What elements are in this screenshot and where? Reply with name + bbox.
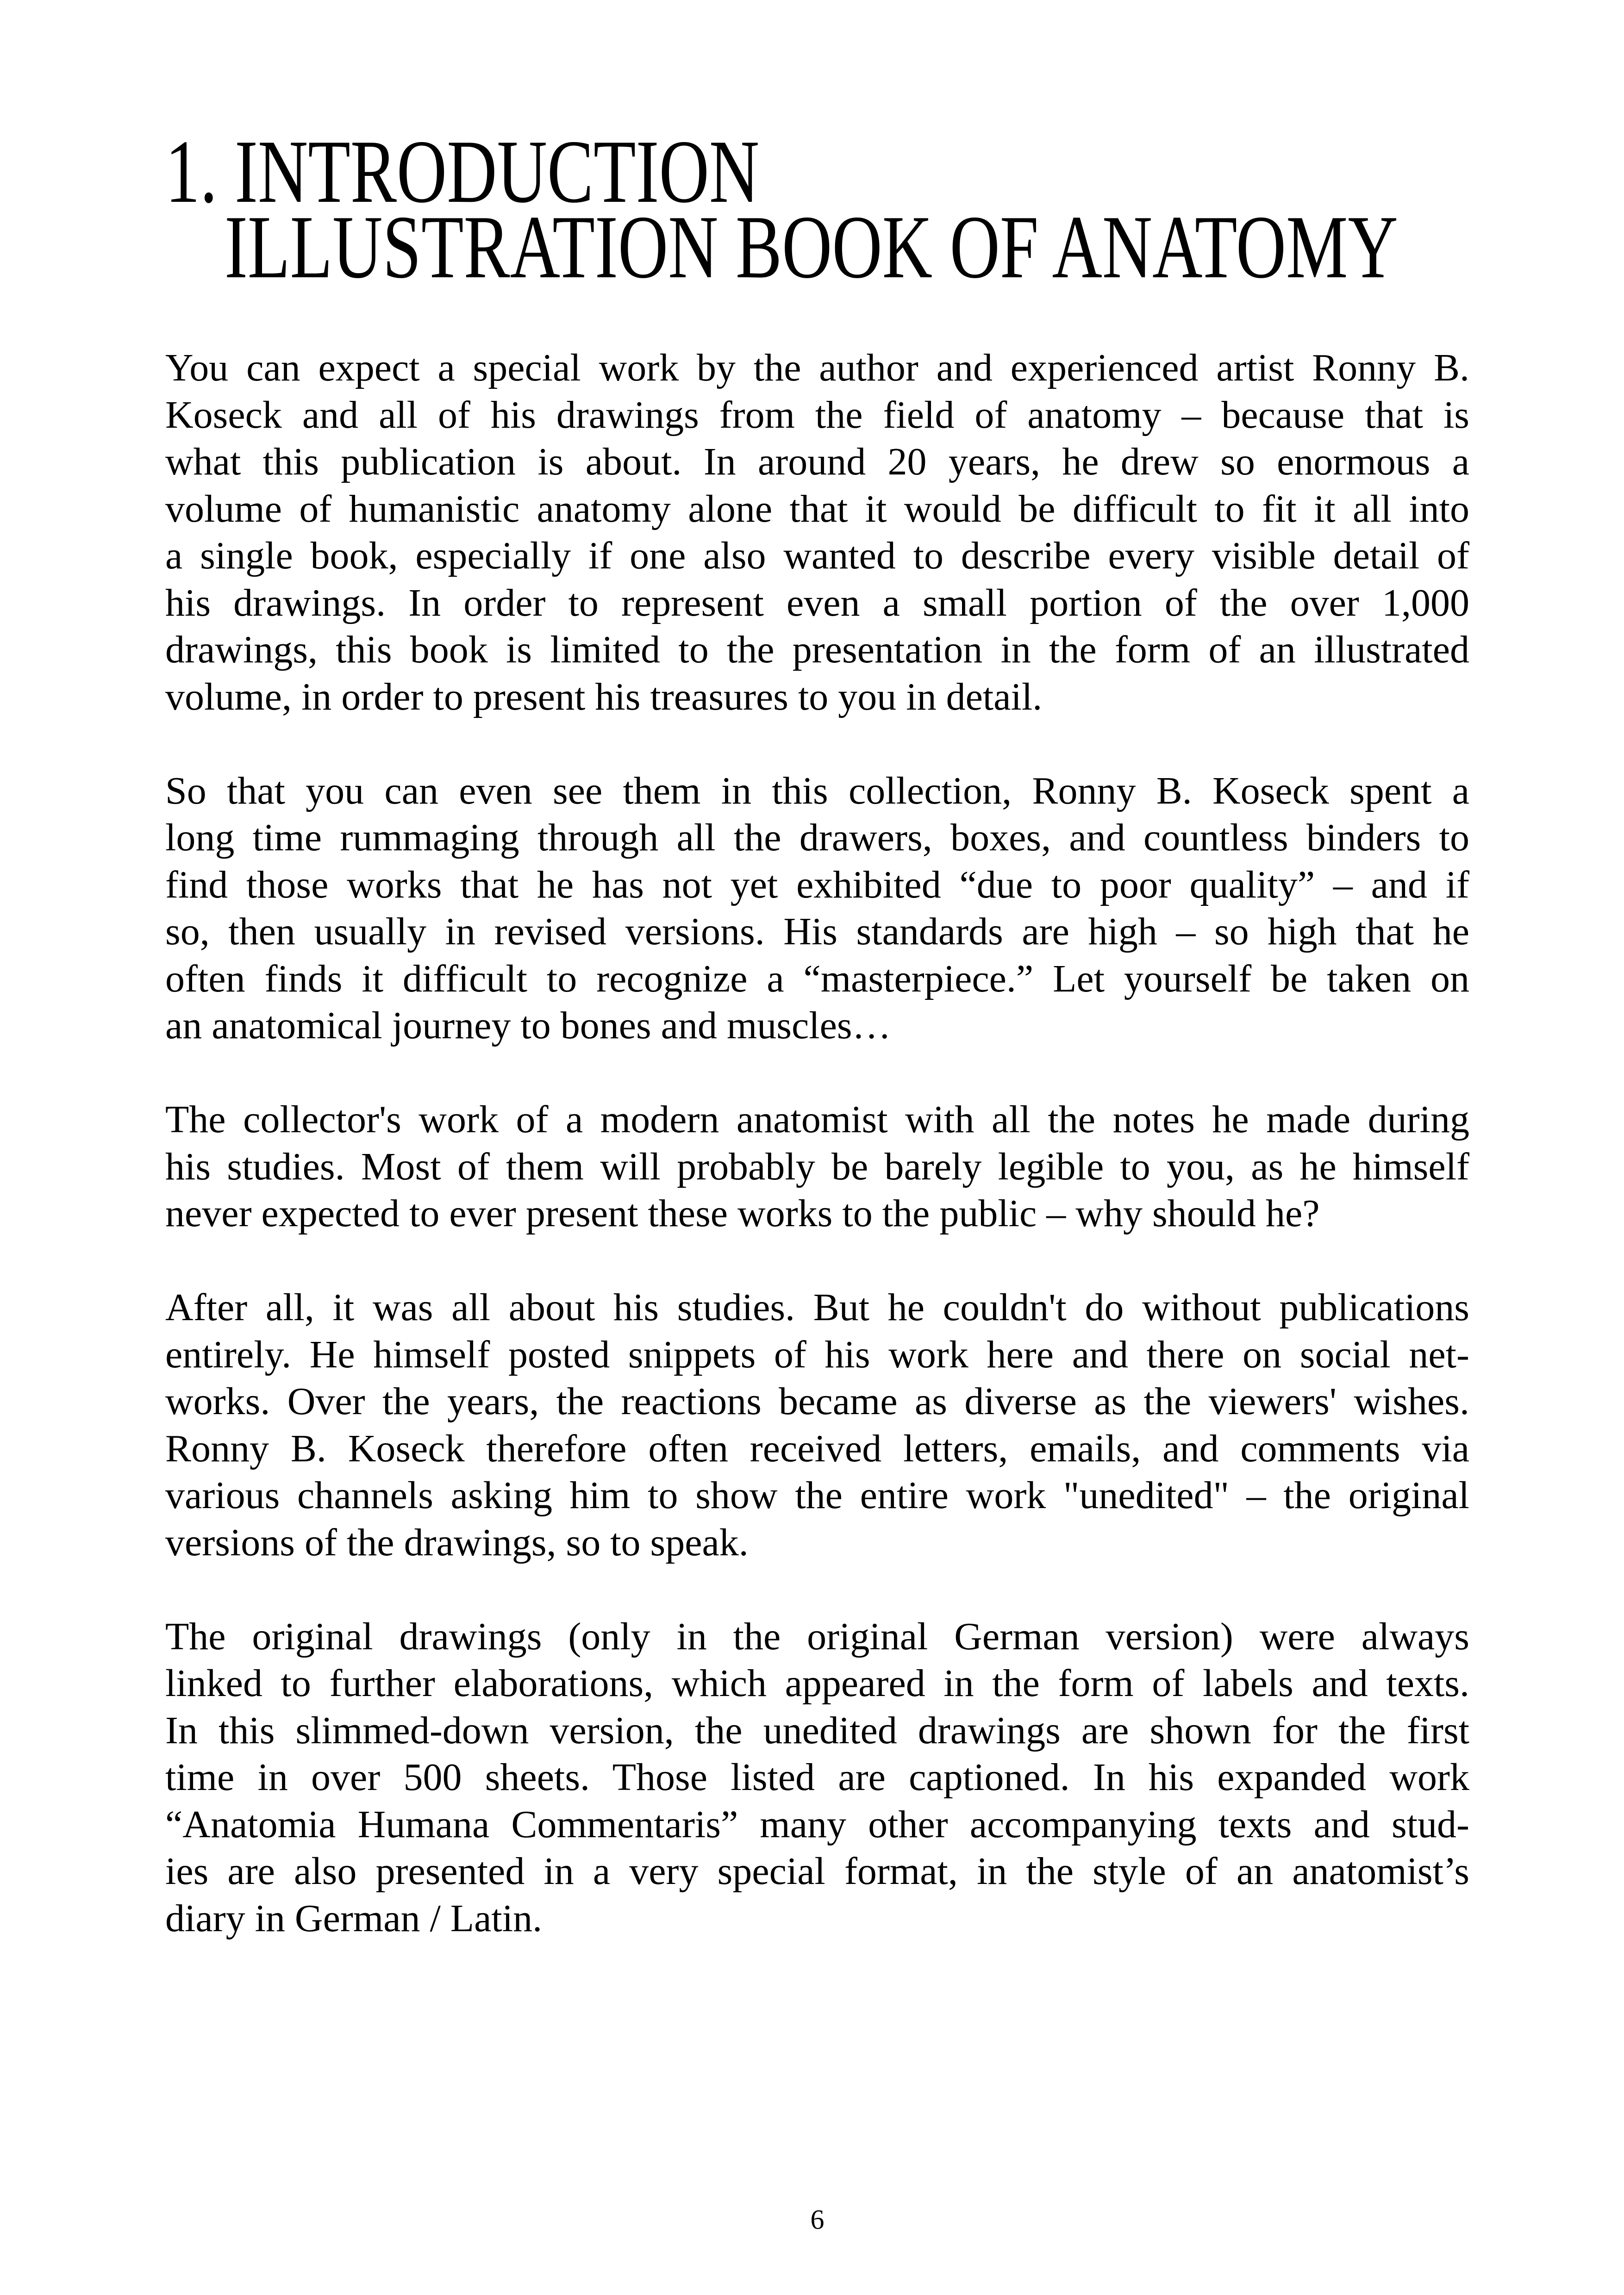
text-line: diary in German / Latin. bbox=[165, 1896, 543, 1940]
body-text bbox=[165, 344, 1469, 1989]
text-line: “Anatomia Humana Commentaris” many other accompanying texts and stud- bbox=[165, 1802, 1469, 1846]
text-line: so, then usually in revised versions. His standards are high – so high that he bbox=[165, 910, 1469, 953]
text-line: often finds it difficult to recognize a “masterpiece.” Let yourself be taken on bbox=[165, 957, 1469, 1000]
text-line: entirely. He himself posted snippets of his work here and there on social net- bbox=[165, 1333, 1469, 1376]
text-line: Koseck and all of his drawings from the field of anatomy – because that is bbox=[165, 393, 1469, 437]
text-line: drawings, this book is limited to the presentation in the form of an illustrated bbox=[165, 628, 1469, 671]
text-line: versions of the drawings, so to speak. bbox=[165, 1521, 749, 1564]
text-line: volume of humanistic anatomy alone that it would be difficult to fit it all into bbox=[165, 487, 1469, 530]
text-line: what this publication is about. In around 20 years, he drew so enormous a bbox=[165, 440, 1469, 483]
text-line: various channels asking him to show the entire work "unedited" – the original bbox=[165, 1474, 1469, 1517]
text-line: works. Over the years, the reactions became as diverse as the viewers' wishes. bbox=[165, 1380, 1469, 1423]
text-line: never expected to ever present these works to the public – why should he? bbox=[165, 1192, 1320, 1235]
paragraph-3 bbox=[165, 1096, 1469, 1237]
chapter-number-title: 1. INTRODUCTION bbox=[165, 122, 760, 222]
text-line: his studies. Most of them will probably be barely legible to you, as he himself bbox=[165, 1145, 1469, 1188]
text-line: The original drawings (only in the original German version) were always bbox=[165, 1615, 1469, 1658]
text-line: his drawings. In order to represent even a small portion of the over 1,000 bbox=[165, 581, 1469, 624]
text-line: long time rummaging through all the drawers, boxes, and countless binders to bbox=[165, 816, 1469, 859]
text-line: The collector's work of a modern anatomist with all the notes he made during bbox=[165, 1098, 1469, 1141]
text-line: volume, in order to present his treasures to you in detail. bbox=[165, 675, 1043, 718]
paragraph-2 bbox=[165, 767, 1469, 1049]
text-line: time in over 500 sheets. Those listed are captioned. In his expanded work bbox=[165, 1756, 1469, 1799]
text-line: find those works that he has not yet exhibited “due to poor quality” – and if bbox=[165, 863, 1469, 906]
text-line: linked to further elaborations, which appeared in the form of labels and texts. bbox=[165, 1662, 1469, 1705]
paragraph-5 bbox=[165, 1613, 1469, 1942]
text-line: You can expect a special work by the author and experienced artist Ronny B. bbox=[165, 346, 1469, 389]
paragraph-1 bbox=[165, 344, 1469, 720]
text-line: In this slimmed-down version, the unedited drawings are shown for the first bbox=[165, 1709, 1469, 1752]
text-line: After all, it was all about his studies. But he couldn't do without publications bbox=[165, 1286, 1469, 1329]
text-line: So that you can even see them in this collection, Ronny B. Koseck spent a bbox=[165, 769, 1469, 812]
text-line: a single book, especially if one also wanted to describe every visible detail of bbox=[165, 534, 1469, 577]
chapter-subtitle: ILLUSTRATION BOOK OF ANATOMY bbox=[225, 197, 1398, 297]
page-number: 6 bbox=[810, 2204, 824, 2235]
paragraph-4 bbox=[165, 1284, 1469, 1566]
text-line: an anatomical journey to bones and muscles… bbox=[165, 1004, 891, 1047]
text-line: ies are also presented in a very special format, in the style of an anatomist’s bbox=[165, 1850, 1469, 1893]
text-line: Ronny B. Koseck therefore often received letters, emails, and comments via bbox=[165, 1427, 1469, 1470]
